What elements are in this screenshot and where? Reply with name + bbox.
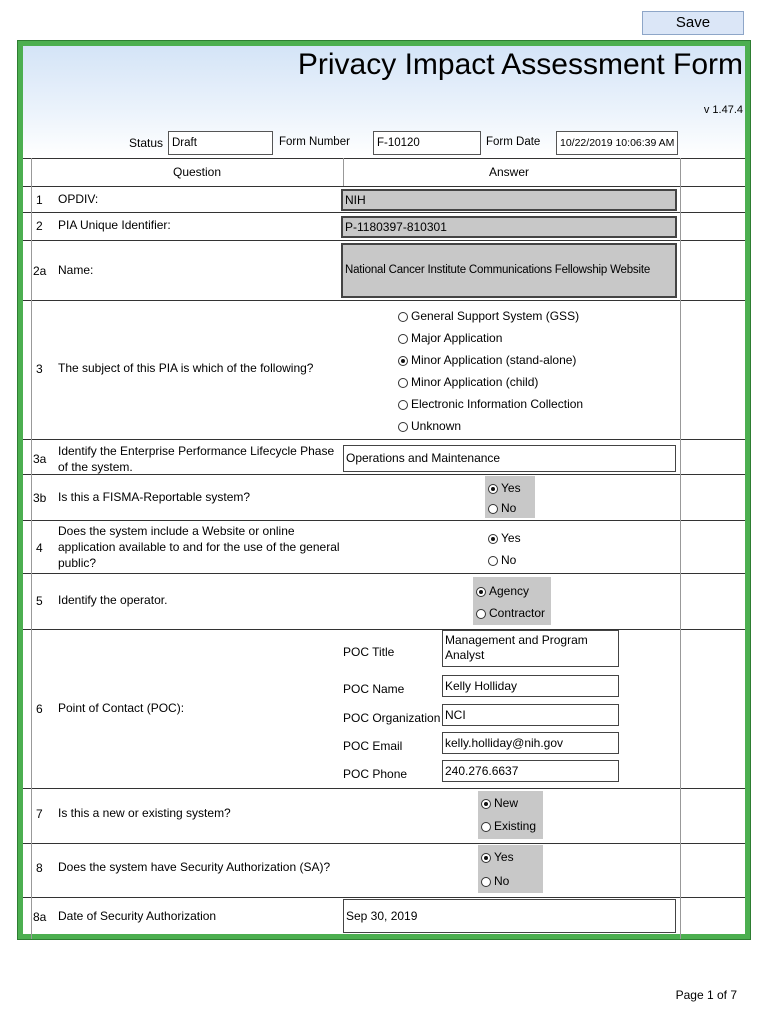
- question-opdiv: OPDIV:: [58, 192, 99, 206]
- status-field[interactable]: Draft: [168, 131, 273, 155]
- radio-label: Yes: [501, 481, 521, 495]
- radio-new[interactable]: [481, 795, 518, 811]
- form-number-label: Form Number: [279, 136, 350, 148]
- row-number: 3: [36, 362, 43, 376]
- divider: [343, 158, 344, 186]
- radio-label: Existing: [494, 819, 537, 833]
- radio-button-icon: [481, 877, 491, 887]
- divider: [23, 439, 745, 440]
- divider: [23, 573, 745, 574]
- radio-button-icon: [488, 504, 498, 514]
- poc-name-label: POC Name: [343, 682, 405, 696]
- radio-selected-icon: [481, 799, 491, 809]
- radio-sa-no[interactable]: [481, 873, 509, 889]
- row-number: 6: [36, 702, 43, 716]
- row-number: 3a: [33, 452, 47, 466]
- row-number: 7: [36, 807, 43, 821]
- divider: [23, 897, 745, 898]
- radio-selected-icon: [488, 534, 498, 544]
- radio-website-no[interactable]: [488, 552, 516, 568]
- divider: [23, 186, 745, 187]
- radio-label: No: [494, 874, 510, 888]
- radio-label: No: [501, 501, 517, 515]
- radio-contractor[interactable]: [476, 605, 545, 621]
- question-security-authorization: Does the system have Security Authorization (SA)?: [58, 860, 331, 874]
- poc-phone-field[interactable]: 240.276.6637: [442, 760, 619, 782]
- radio-selected-icon: [481, 853, 491, 863]
- radio-fisma-yes[interactable]: [488, 480, 521, 496]
- poc-title-label: POC Title: [343, 645, 395, 659]
- radio-button-icon: [398, 312, 408, 322]
- question-website: Does the system include a Website or online application available to and for the use of the general public?: [58, 524, 340, 570]
- divider: [23, 520, 745, 521]
- radio-electronic-info[interactable]: [398, 396, 583, 412]
- row-number: 8a: [33, 910, 47, 924]
- question-fisma: Is this a FISMA-Reportable system?: [58, 490, 251, 504]
- status-label: Status: [129, 136, 164, 150]
- divider: [23, 240, 745, 241]
- form-title: Privacy Impact Assessment Form: [297, 48, 743, 81]
- form-version: v 1.47.4: [703, 104, 743, 116]
- radio-selected-icon: [398, 356, 408, 366]
- opdiv-field[interactable]: NIH: [341, 189, 677, 211]
- radio-label: Major Application: [411, 331, 503, 345]
- radio-button-icon: [481, 822, 491, 832]
- divider: [23, 158, 745, 159]
- radio-unknown[interactable]: [398, 418, 461, 434]
- radio-minor-standalone[interactable]: [398, 352, 576, 368]
- sa-date-field[interactable]: Sep 30, 2019: [343, 899, 676, 933]
- radio-label: Contractor: [489, 606, 546, 620]
- row-number: 4: [36, 541, 43, 555]
- radio-button-icon: [476, 609, 486, 619]
- radio-label: Minor Application (child): [411, 375, 539, 389]
- divider: [23, 788, 745, 789]
- row-number: 2: [36, 219, 43, 233]
- radio-selected-icon: [488, 484, 498, 494]
- question-new-existing: Is this a new or existing system?: [58, 806, 231, 820]
- save-button[interactable]: Save: [642, 11, 744, 35]
- question-poc: Point of Contact (POC):: [58, 701, 185, 715]
- radio-button-icon: [398, 334, 408, 344]
- radio-existing[interactable]: [481, 818, 536, 834]
- poc-email-field[interactable]: kelly.holliday@nih.gov: [442, 732, 619, 754]
- divider: [680, 158, 681, 939]
- radio-button-icon: [398, 378, 408, 388]
- radio-label: Agency: [489, 584, 530, 598]
- question-sa-date: Date of Security Authorization: [58, 909, 217, 923]
- radio-selected-icon: [476, 587, 486, 597]
- radio-label: Electronic Information Collection: [411, 397, 584, 411]
- divider: [23, 629, 745, 630]
- divider: [31, 158, 32, 939]
- radio-gss[interactable]: [398, 308, 579, 324]
- column-header-question: Question: [173, 165, 222, 179]
- row-number: 2a: [33, 264, 47, 278]
- row-number: 8: [36, 861, 43, 875]
- column-header-answer: Answer: [489, 165, 530, 179]
- poc-organization-field[interactable]: NCI: [442, 704, 619, 726]
- form-number-field[interactable]: F-10120: [373, 131, 481, 155]
- poc-phone-label: POC Phone: [343, 767, 408, 781]
- question-pia-subject: The subject of this PIA is which of the following?: [58, 361, 314, 375]
- radio-website-yes[interactable]: [488, 530, 521, 546]
- question-operator: Identify the operator.: [58, 593, 168, 607]
- radio-label: Unknown: [411, 419, 462, 433]
- poc-title-field[interactable]: Management and Program Analyst: [442, 630, 619, 667]
- form-frame: [18, 41, 750, 939]
- epl-phase-field[interactable]: Operations and Maintenance: [343, 445, 676, 472]
- radio-button-icon: [398, 400, 408, 410]
- pia-id-field[interactable]: P-1180397-810301: [341, 216, 677, 238]
- form-header: [23, 46, 745, 158]
- question-name: Name:: [58, 263, 94, 277]
- radio-fisma-no[interactable]: [488, 500, 516, 516]
- radio-sa-yes[interactable]: [481, 849, 514, 865]
- poc-email-label: POC Email: [343, 739, 403, 753]
- row-number: 5: [36, 594, 43, 608]
- divider: [23, 843, 745, 844]
- radio-agency[interactable]: [476, 583, 529, 599]
- radio-label: New: [494, 796, 519, 810]
- radio-minor-child[interactable]: [398, 374, 538, 390]
- form-date-label: Form Date: [486, 136, 541, 148]
- divider: [23, 212, 745, 213]
- page-number: Page 1 of 7: [675, 988, 737, 1002]
- row-number: 3b: [33, 491, 47, 505]
- radio-button-icon: [398, 422, 408, 432]
- radio-label: Minor Application (stand-alone): [411, 353, 577, 367]
- question-pia-id: PIA Unique Identifier:: [58, 218, 171, 232]
- radio-label: Yes: [501, 531, 521, 545]
- poc-name-field[interactable]: Kelly Holliday: [442, 675, 619, 697]
- name-field[interactable]: National Cancer Institute Communications Fellowship Website: [341, 243, 677, 298]
- row-number: 1: [36, 193, 43, 207]
- radio-label: Yes: [494, 850, 514, 864]
- poc-organization-label: POC Organization: [343, 711, 441, 725]
- question-epl-phase: Identify the Enterprise Performance Lifecycle Phase of the system.: [58, 444, 335, 474]
- radio-label: No: [501, 553, 517, 567]
- radio-button-icon: [488, 556, 498, 566]
- divider: [23, 300, 745, 301]
- form-date-field[interactable]: 10/22/2019 10:06:39 AM: [556, 131, 678, 155]
- radio-major-application[interactable]: [398, 330, 502, 346]
- radio-label: General Support System (GSS): [411, 309, 580, 323]
